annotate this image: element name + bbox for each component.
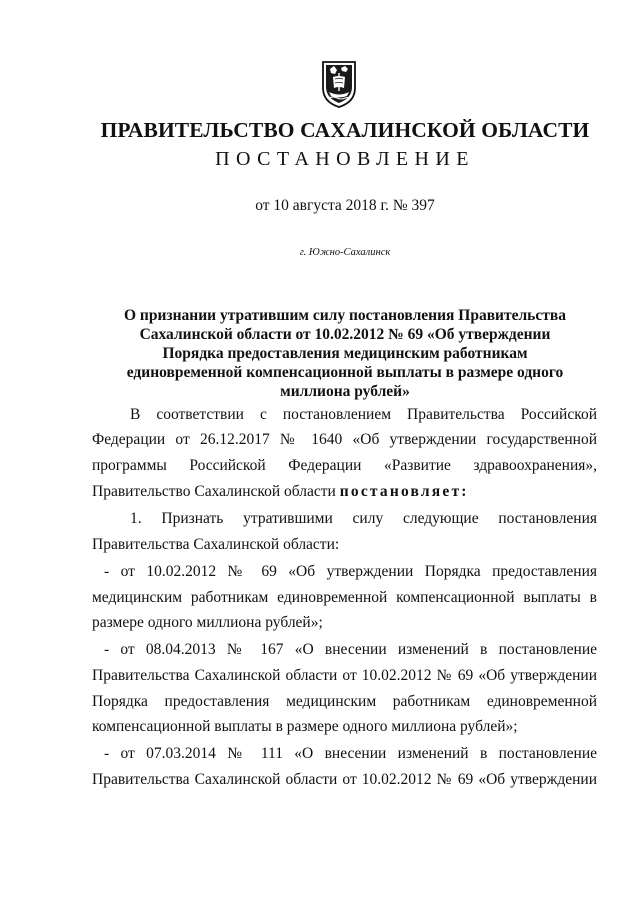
- title-line: единовременной компенсационной выплаты в размере одного: [126, 364, 564, 381]
- city-line: г. Южно-Сахалинск: [299, 247, 391, 258]
- document-subject-title: [0, 306, 640, 401]
- decree-word: постановляет:: [339, 483, 469, 500]
- document-type: ПОСТАНОВЛЕНИЕ: [215, 148, 475, 170]
- list-item-line: Правительства Сахалинской области от 10.02.2012 № 69 «Об утверждении: [92, 667, 597, 684]
- preamble-tail: Правительство Сахалинской области: [92, 483, 340, 500]
- body-line: Федерации от 26.12.2017 № 1640 «Об утверждении государственной: [92, 431, 597, 448]
- body-line: программы Российской Федерации «Развитие здравоохранения»,: [92, 457, 597, 474]
- list-item-line: - от 10.02.2012 № 69 «Об утверждении Порядка предоставления: [104, 563, 597, 580]
- coat-of-arms-icon: [321, 60, 357, 108]
- list-item-line: компенсационной выплаты в размере одного миллиона рублей»;: [92, 718, 518, 735]
- list-item-line: - от 07.03.2014 № 111 «О внесении изменений в постановление: [104, 745, 597, 762]
- list-item-line: размере одного миллиона рублей»;: [92, 614, 323, 631]
- list-item-line: Правительства Сахалинской области от 10.02.2012 № 69 «Об утверждении: [92, 771, 597, 788]
- title-line: О признании утратившим силу постановления Правительства: [123, 307, 566, 324]
- title-line: миллиона рублей»: [280, 383, 410, 400]
- body-line: 1. Признать утратившими силу следующие постановления: [130, 510, 597, 527]
- list-item-line: - от 08.04.2013 № 167 «О внесении изменений в постановление: [104, 641, 597, 658]
- date-and-number: от 10 августа 2018 г. № 397: [255, 197, 435, 214]
- body-line: Правительства Сахалинской области:: [92, 536, 340, 553]
- body-line: [92, 482, 597, 502]
- body-line: В соответствии с постановлением Правительства Российской: [130, 406, 597, 423]
- title-line: Сахалинской области от 10.02.2012 № 69 «Об утверждении: [139, 326, 551, 343]
- organization-title: ПРАВИТЕЛЬСТВО САХАЛИНСКОЙ ОБЛАСТИ: [100, 118, 590, 142]
- title-line: Порядка предоставления медицинским работникам: [162, 345, 528, 362]
- list-item-line: медицинским работникам единовременной компенсационной выплаты в: [92, 589, 597, 606]
- list-item-line: Порядка предоставления медицинским работникам единовременной: [92, 693, 597, 710]
